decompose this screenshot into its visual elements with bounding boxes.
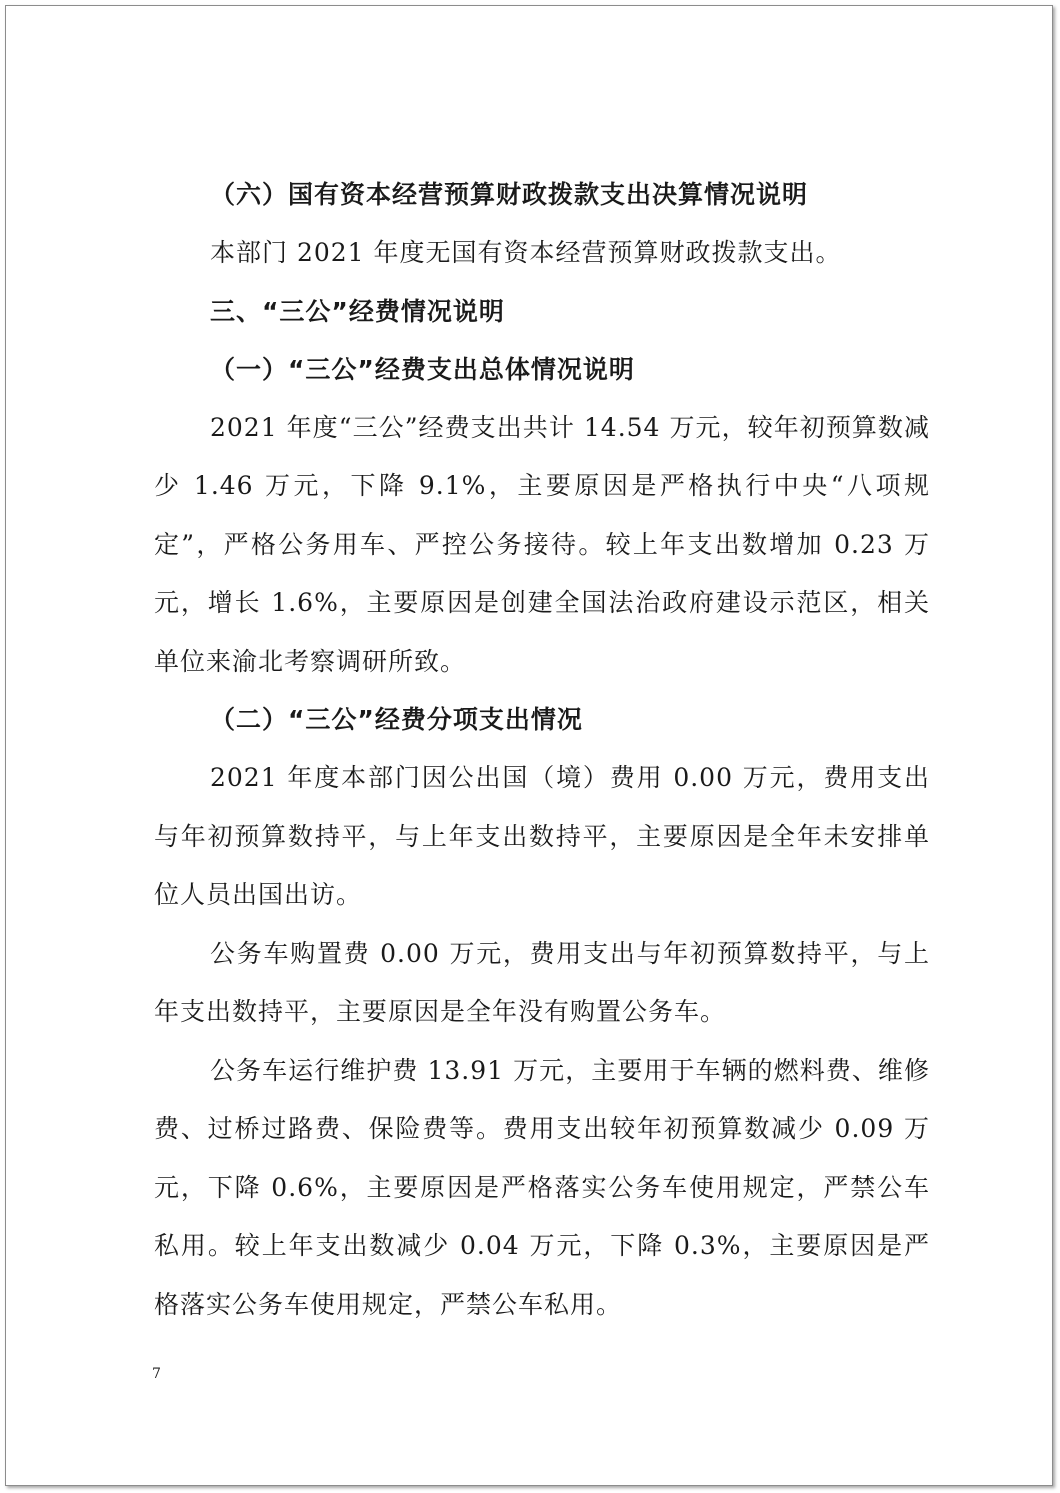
paragraph-state-capital-budget: 本部门 2021 年度无国有资本经营预算财政拨款支出。 xyxy=(210,238,842,267)
paragraph-vehicle-maintenance: 公务车运行维护费 13.91 万元，主要用于车辆的燃料费、维修费、过桥过路费、保险费等。费用支出较年初预算数减少 0.09 万元，下降 0.6%，主要原因是严格落实公务车使用规定，严禁公车私用。较上年支出数减少 0.04 万元，下降 0.3%，主要原因是严格落实公务车使用规定，严禁公车私用。 xyxy=(154,1055,930,1319)
subsection-two-title: （二）“三公”经费分项支出情况 xyxy=(210,705,583,734)
heading-state-capital-budget: （六）国有资本经营预算财政拨款支出决算情况说明 xyxy=(210,180,809,209)
paragraph-overseas-travel: 2021 年度本部门因公出国（境）费用 0.00 万元，费用支出与年初预算数持平，与上年支出数持平，主要原因是全年未安排单位人员出国出访。 xyxy=(154,763,930,909)
paragraph-overall-expenses: 2021 年度“三公”经费支出共计 14.54 万元，较年初预算数减少 1.46 万元，下降 9.1%，主要原因是严格执行中央“八项规定”，严格公务用车、严控公务接待。较上年支出数增加 0.23 万元，增长 1.6%，主要原因是创建全国法治政府建设示范区，相关单位来渝北考察调研所致。 xyxy=(154,412,930,676)
page-number: 7 xyxy=(152,1366,161,1382)
document-body xyxy=(154,166,930,1334)
subsection-one-title: （一）“三公”经费支出总体情况说明 xyxy=(210,354,635,384)
page xyxy=(5,5,1053,1486)
paragraph-vehicle-purchase: 公务车购置费 0.00 万元，费用支出与年初预算数持平，与上年支出数持平，主要原因是全年没有购置公务车。 xyxy=(154,938,930,1026)
section-three-title: 三、“三公”经费情况说明 xyxy=(210,296,505,326)
